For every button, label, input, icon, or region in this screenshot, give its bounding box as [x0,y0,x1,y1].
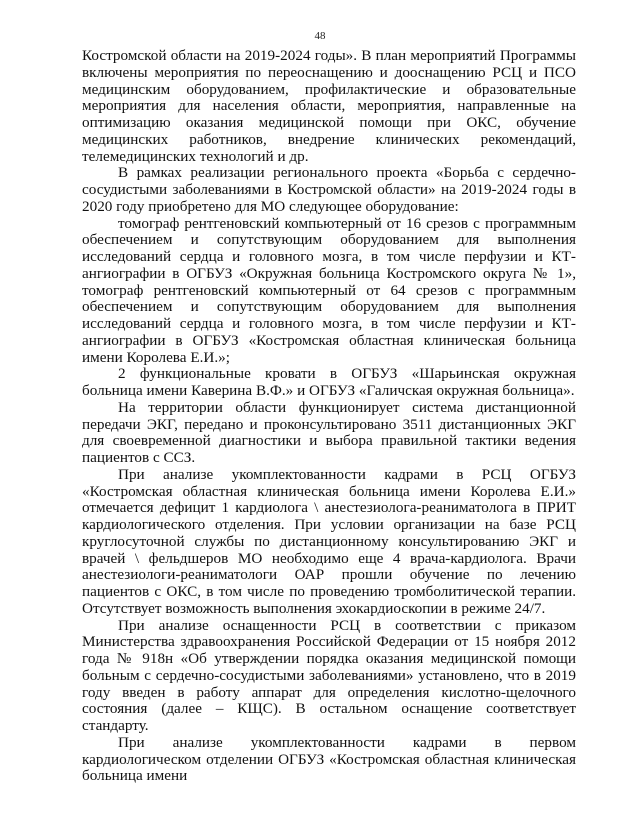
paragraph-staffing-rsc: При анализе укомплектованности кадрами в РСЦ ОГБУЗ «Костромская областная клиническая больница имени Королева Е.И.» отмечается дефицит 1 кардиолога \ анестезиолога-реаниматолога в ПРИТ кардиологического отделения. При условии организации на базе РСЦ круглосуточной службы по дистанционному консультированию ЭКГ и врачей \ фельдшеров МО необходимо еще 4 врача-кардиолога. Врачи анестезиологи-реаниматологи ОАР прошли обучение по лечению пациентов с ОКС, в том числе по проведению тромболитической терапии. Отсутствует возможность выполнения эхокардиоскопии в режиме 24/7. [82,465,576,617]
paragraph-equipment-analysis: При анализе оснащенности РСЦ в соответствии с приказом Министерства здравоохранения Российской Федерации от 15 ноября 2012 года № 918н «Об утверждении порядка оказания медицинской помощи больным с сердечно-сосудистыми заболеваниями» установлено, что в 2019 году введен в работу аппарат для определения кислотно-щелочного состояния (далее – КЩС). В остальном оснащение соответствует стандарту. [82,616,576,734]
paragraph-program-measures: Костромской области на 2019-2024 годы». В план мероприятий Программы включены мероприятия по переоснащению и дооснащению РСЦ и ПСО медицинским оборудованием, профилактические и образовательные мероприятия для населения области, мероприятия, направленные на оптимизацию оказания медицинской помощи при ОКС, обучение медицинских работников, внедрение клинических рекомендаций, телемедицинских технологий и др. [82,47,576,165]
document-body [82,48,576,785]
paragraph-regional-project: В рамках реализации регионального проекта «Борьба с сердечно-сосудистыми заболеваниями в Костромской области» на 2019-2024 годы в 2020 году приобретено для МО следующее оборудование: [82,164,576,215]
page-number: 48 [314,30,326,42]
paragraph-staffing-cardiology: При анализе укомплектованности кадрами в первом кардиологическом отделении ОГБУЗ «Костромская областная клиническая больница имени [82,733,576,785]
paragraph-beds: 2 функциональные кровати в ОГБУЗ «Шарьинская окружная больница имени Каверина В.Ф.» и ОГБУЗ «Галичская окружная больница». [82,365,576,399]
paragraph-ecg-system: На территории области функционирует система дистанционной передачи ЭКГ, передано и проконсультировано 3511 дистанционных ЭКГ для своевременной диагностики и выбора правильной тактики ведения пациентов с ССЗ. [82,398,576,466]
paragraph-tomographs: томограф рентгеновский компьютерный от 16 срезов с программным обеспечением и сопутствующим оборудованием для выполнения исследований сердца и головного мозга, в том числе перфузии и КТ-ангиографии в ОГБУЗ «Окружная больница Костромского округа № 1», томограф рентгеновский компьютерный от 64 срезов с программным обеспечением и сопутствующим оборудованием для выполнения исследований сердца и головного мозга, в том числе перфузии и КТ-ангиографии в ОГБУЗ «Костромская областная клиническая больница имени Королева Е.И.»; [82,214,576,366]
